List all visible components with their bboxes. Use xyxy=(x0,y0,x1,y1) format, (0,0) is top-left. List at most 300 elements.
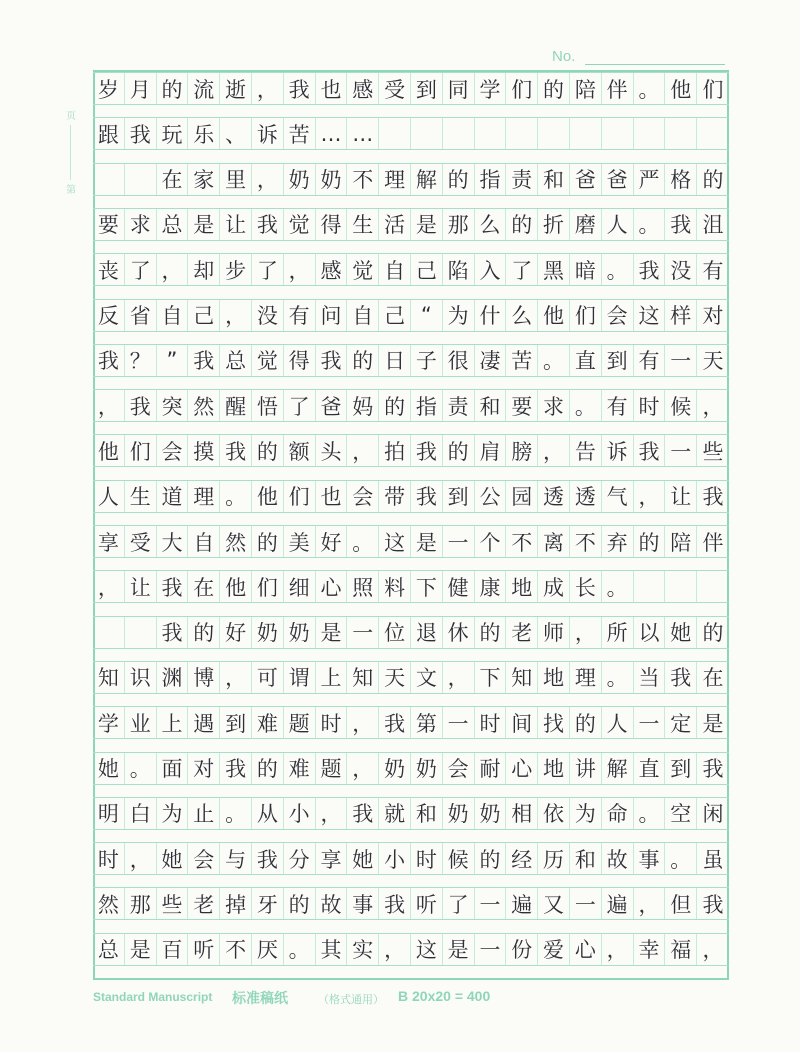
grid-cell: 我 xyxy=(252,843,284,874)
grid-cell: 己 xyxy=(411,254,443,285)
grid-cell xyxy=(665,571,697,602)
grid-cell: ， xyxy=(93,571,125,602)
grid-cell: 成 xyxy=(538,571,570,602)
grid-cell: 同 xyxy=(443,73,475,104)
grid-cell: 们 xyxy=(125,435,157,466)
grid-cell: 得 xyxy=(284,345,316,376)
grid-cell xyxy=(125,164,157,195)
grid-cell: 美 xyxy=(284,526,316,557)
grid-cell: 生 xyxy=(347,209,379,240)
grid-cell: 己 xyxy=(188,300,220,331)
grid-cell: 健 xyxy=(443,571,475,602)
grid-cell: 妈 xyxy=(347,390,379,421)
grid-cell: 没 xyxy=(665,254,697,285)
grid-cell: 。 xyxy=(220,481,252,512)
grid-cell: 她 xyxy=(347,843,379,874)
grid-cell: 福 xyxy=(665,934,697,965)
grid-cell: 们 xyxy=(570,300,602,331)
page-number-line xyxy=(585,64,725,65)
grid-cell xyxy=(697,118,729,149)
grid-cell: 厌 xyxy=(252,934,284,965)
grid-cell: 们 xyxy=(702,77,724,102)
grid-cell: 也 xyxy=(316,481,348,512)
grid-cell: 我 xyxy=(157,617,189,648)
grid-cell: 文 xyxy=(411,662,443,693)
grid-cell: 摸 xyxy=(188,435,220,466)
grid-cell: 我 xyxy=(411,435,443,466)
grid-cell: 老 xyxy=(188,888,220,919)
grid-cell: 伴 xyxy=(602,73,634,104)
grid-cell: 逝 xyxy=(220,73,252,104)
grid-cell: 享 xyxy=(316,843,348,874)
grid-cell: ， xyxy=(316,798,348,829)
grid-cell: 的 xyxy=(506,209,538,240)
grid-cell: 她 xyxy=(665,617,697,648)
grid-cell: 带 xyxy=(379,481,411,512)
grid-cell: 乐 xyxy=(188,118,220,149)
grid-cell: 这 xyxy=(411,934,443,965)
grid-cell: 依 xyxy=(538,798,570,829)
grid-cell: 总 xyxy=(220,345,252,376)
grid-cell: 爸 xyxy=(316,390,348,421)
grid-cell: 我 xyxy=(220,753,252,784)
grid-cell: 他 xyxy=(538,300,570,331)
grid-cell: 他 xyxy=(252,481,284,512)
grid-cell: 我 xyxy=(93,345,125,376)
grid-cell: 弃 xyxy=(602,526,634,557)
grid-cell: 学 xyxy=(475,73,507,104)
grid-cell: 我 xyxy=(347,798,379,829)
grid-cell: 是 xyxy=(316,617,348,648)
grid-cell: 要 xyxy=(93,209,125,240)
grid-cell: 故 xyxy=(316,888,348,919)
grid-cell: 谓 xyxy=(284,662,316,693)
grid-cell xyxy=(379,118,411,149)
grid-cell: 到 xyxy=(602,345,634,376)
grid-cell: 悟 xyxy=(252,390,284,421)
grid-cell: 。 xyxy=(220,798,252,829)
grid-cell: 一 xyxy=(665,435,697,466)
grid-cell: 事 xyxy=(634,843,666,874)
grid-cell: 时 xyxy=(411,843,443,874)
margin-page-mark: 页 xyxy=(66,111,76,122)
grid-cell: 了 xyxy=(284,390,316,421)
grid-cell: 指 xyxy=(411,390,443,421)
grid-cell: 一 xyxy=(443,526,475,557)
grid-cell: 位 xyxy=(379,617,411,648)
grid-cell: 业 xyxy=(125,707,157,738)
grid-cell xyxy=(665,118,697,149)
grid-cell: ， xyxy=(634,481,666,512)
grid-cell: 那 xyxy=(443,209,475,240)
grid-cell: 觉 xyxy=(252,345,284,376)
grid-cell: 一 xyxy=(570,888,602,919)
grid-cell: 是 xyxy=(411,209,443,240)
footer-brand-label: 标准稿纸 xyxy=(232,990,288,1006)
grid-cell: 细 xyxy=(284,571,316,602)
grid-cell: 知 xyxy=(347,662,379,693)
grid-cell: 在 xyxy=(157,164,189,195)
grid-cell: 上 xyxy=(316,662,348,693)
grid-cell: 理 xyxy=(188,481,220,512)
grid-cell: 爸 xyxy=(570,164,602,195)
grid-cell: 为 xyxy=(570,798,602,829)
grid-cell: 。 xyxy=(665,843,697,874)
grid-cell: 很 xyxy=(443,345,475,376)
grid-cell: 享 xyxy=(93,526,125,557)
grid-cell: 其 xyxy=(316,934,348,965)
grid-cell: 陪 xyxy=(570,73,602,104)
grid-cell: 指 xyxy=(475,164,507,195)
grid-cell: 然 xyxy=(188,390,220,421)
grid-cell: ， xyxy=(252,164,284,195)
grid-cell xyxy=(93,164,125,195)
margin-rule xyxy=(70,125,71,180)
grid-cell: 家 xyxy=(188,164,220,195)
grid-cell: 会 xyxy=(188,843,220,874)
grid-cell: 陪 xyxy=(665,526,697,557)
grid-cell: 。 xyxy=(602,662,634,693)
grid-cell: 奶 xyxy=(284,164,316,195)
grid-cell: 透 xyxy=(570,481,602,512)
grid-cell: 和 xyxy=(475,390,507,421)
grid-cell: 。 xyxy=(125,753,157,784)
grid-cell: 头 xyxy=(316,435,348,466)
grid-cell: 的 xyxy=(475,843,507,874)
grid-cell: 从 xyxy=(252,798,284,829)
grid-cell: 和 xyxy=(411,798,443,829)
grid-cell: 了 xyxy=(506,254,538,285)
grid-cell: 题 xyxy=(284,707,316,738)
grid-cell: ， xyxy=(347,435,379,466)
grid-cell: 受 xyxy=(379,73,411,104)
grid-cell: 天 xyxy=(379,662,411,693)
grid-cell: 自 xyxy=(347,300,379,331)
grid-cell: 那 xyxy=(125,888,157,919)
grid-cell: ， xyxy=(220,300,252,331)
grid-cell: 跟 xyxy=(93,118,125,149)
grid-cell: 了 xyxy=(252,254,284,285)
grid-cell xyxy=(634,118,666,149)
grid-cell: 陷 xyxy=(443,254,475,285)
grid-cell: 我 xyxy=(379,888,411,919)
grid-cell: 师 xyxy=(538,617,570,648)
grid-cell: 下 xyxy=(475,662,507,693)
manuscript-row xyxy=(93,887,729,920)
grid-cell: 。 xyxy=(347,526,379,557)
grid-cell: 在 xyxy=(188,571,220,602)
grid-cell: 。 xyxy=(570,390,602,421)
grid-cell: 我 xyxy=(665,209,697,240)
grid-cell: 相 xyxy=(506,798,538,829)
grid-cell: 爱 xyxy=(538,934,570,965)
grid-cell: 题 xyxy=(316,753,348,784)
grid-cell: 下 xyxy=(411,571,443,602)
grid-cell xyxy=(93,617,125,648)
grid-cell: 听 xyxy=(411,888,443,919)
grid-cell: 料 xyxy=(379,571,411,602)
grid-cell: 突 xyxy=(157,390,189,421)
grid-cell: 会 xyxy=(602,300,634,331)
grid-cell: 爸 xyxy=(602,164,634,195)
grid-cell: ， xyxy=(702,394,724,419)
grid-cell: 心 xyxy=(506,753,538,784)
grid-cell: ， xyxy=(93,390,125,421)
grid-cell: 心 xyxy=(570,934,602,965)
grid-cell: 候 xyxy=(443,843,475,874)
grid-cell: ” xyxy=(157,345,189,376)
grid-cell: 的 xyxy=(284,888,316,919)
grid-cell xyxy=(125,617,157,648)
grid-cell: 离 xyxy=(538,526,570,557)
grid-cell: 道 xyxy=(157,481,189,512)
grid-cell: 事 xyxy=(347,888,379,919)
grid-cell: ， xyxy=(634,888,666,919)
manuscript-row xyxy=(93,208,729,241)
grid-cell xyxy=(634,571,666,602)
manuscript-row xyxy=(93,933,729,966)
grid-cell: 心 xyxy=(316,571,348,602)
grid-cell: 格 xyxy=(665,164,697,195)
grid-cell: 会 xyxy=(157,435,189,466)
grid-cell xyxy=(443,118,475,149)
grid-cell: 让 xyxy=(220,209,252,240)
grid-cell: 有 xyxy=(702,258,724,283)
grid-cell: 止 xyxy=(188,798,220,829)
grid-cell xyxy=(411,118,443,149)
grid-cell: 定 xyxy=(665,707,697,738)
grid-cell: 拍 xyxy=(379,435,411,466)
manuscript-row xyxy=(93,480,729,513)
grid-cell xyxy=(697,571,729,602)
grid-cell: 但 xyxy=(665,888,697,919)
grid-cell: 不 xyxy=(570,526,602,557)
grid-cell: 遍 xyxy=(602,888,634,919)
grid-cell xyxy=(506,118,538,149)
manuscript-row xyxy=(93,570,729,603)
grid-cell: 奶 xyxy=(411,753,443,784)
grid-cell: 求 xyxy=(538,390,570,421)
grid-cell: 告 xyxy=(570,435,602,466)
grid-cell: 地 xyxy=(506,571,538,602)
grid-cell: 我 xyxy=(634,254,666,285)
grid-cell: 气 xyxy=(602,481,634,512)
grid-cell: 时 xyxy=(475,707,507,738)
grid-cell: 一 xyxy=(443,707,475,738)
grid-cell: 奶 xyxy=(475,798,507,829)
grid-cell: 到 xyxy=(443,481,475,512)
grid-cell: 博 xyxy=(188,662,220,693)
grid-cell: 和 xyxy=(570,843,602,874)
grid-cell: 的 xyxy=(252,526,284,557)
grid-cell: … xyxy=(347,118,379,149)
grid-cell: 所 xyxy=(602,617,634,648)
grid-cell: 然 xyxy=(93,888,125,919)
grid-cell: 休 xyxy=(443,617,475,648)
grid-cell: 不 xyxy=(506,526,538,557)
grid-cell: 在 xyxy=(702,666,724,691)
grid-cell: 我 xyxy=(188,345,220,376)
manuscript-row xyxy=(93,706,729,739)
grid-cell: 些 xyxy=(702,439,724,464)
grid-cell: 间 xyxy=(506,707,538,738)
grid-cell: 份 xyxy=(506,934,538,965)
manuscript-row xyxy=(93,661,729,694)
grid-cell: 她 xyxy=(93,753,125,784)
grid-cell xyxy=(475,118,507,149)
grid-cell: 的 xyxy=(347,345,379,376)
grid-cell: 他 xyxy=(665,73,697,104)
grid-cell: 觉 xyxy=(347,254,379,285)
grid-cell: ， xyxy=(125,843,157,874)
grid-cell: 得 xyxy=(316,209,348,240)
grid-cell: 经 xyxy=(506,843,538,874)
grid-cell: 当 xyxy=(634,662,666,693)
grid-cell xyxy=(602,118,634,149)
grid-cell: 我 xyxy=(316,345,348,376)
grid-cell: 讲 xyxy=(570,753,602,784)
grid-cell: 这 xyxy=(634,300,666,331)
grid-cell: 的 xyxy=(702,168,724,193)
grid-cell: 觉 xyxy=(284,209,316,240)
manuscript-row xyxy=(93,616,729,649)
manuscript-row xyxy=(93,72,729,105)
grid-cell: 老 xyxy=(506,617,538,648)
grid-cell: 们 xyxy=(506,73,538,104)
grid-cell: 日 xyxy=(379,345,411,376)
grid-cell: 一 xyxy=(634,707,666,738)
grid-cell: 公 xyxy=(475,481,507,512)
grid-cell: 好 xyxy=(316,526,348,557)
manuscript-row xyxy=(93,525,729,558)
grid-cell: 小 xyxy=(284,798,316,829)
grid-cell: 对 xyxy=(702,304,724,328)
grid-cell: 我 xyxy=(157,571,189,602)
grid-cell: 玩 xyxy=(157,118,189,149)
grid-cell: 也 xyxy=(316,73,348,104)
grid-cell: 总 xyxy=(157,209,189,240)
grid-cell: 么 xyxy=(475,209,507,240)
grid-cell: 遇 xyxy=(188,707,220,738)
grid-cell: 的 xyxy=(634,526,666,557)
grid-cell: 难 xyxy=(252,707,284,738)
grid-cell: 一 xyxy=(475,888,507,919)
grid-cell: 了 xyxy=(443,888,475,919)
grid-cell: 我 xyxy=(665,662,697,693)
grid-cell: 一 xyxy=(665,345,697,376)
grid-cell: 的 xyxy=(702,621,724,646)
footer-grid-spec: B 20x20 = 400 xyxy=(398,988,491,1004)
grid-cell: 磨 xyxy=(570,209,602,240)
grid-cell: 膀 xyxy=(506,435,538,466)
grid-cell: 子 xyxy=(411,345,443,376)
grid-cell: 可 xyxy=(252,662,284,693)
grid-cell: 的 xyxy=(188,617,220,648)
grid-cell: 理 xyxy=(379,164,411,195)
grid-cell: 我 xyxy=(411,481,443,512)
grid-cell: 肩 xyxy=(475,435,507,466)
grid-cell: ， xyxy=(570,617,602,648)
grid-cell: 的 xyxy=(379,390,411,421)
grid-cell: 入 xyxy=(475,254,507,285)
grid-cell: 有 xyxy=(284,300,316,331)
grid-cell: 退 xyxy=(411,617,443,648)
grid-cell: 学 xyxy=(93,707,125,738)
grid-cell: 却 xyxy=(188,254,220,285)
grid-cell: 到 xyxy=(411,73,443,104)
footer-standard-label: Standard Manuscript xyxy=(93,990,213,1004)
grid-cell: 要 xyxy=(506,390,538,421)
grid-cell: 我 xyxy=(125,390,157,421)
manuscript-row xyxy=(93,434,729,467)
grid-cell: 责 xyxy=(506,164,538,195)
grid-cell: 。 xyxy=(634,209,666,240)
grid-cell: 样 xyxy=(665,300,697,331)
grid-cell: 长 xyxy=(570,571,602,602)
grid-cell: ， xyxy=(379,934,411,965)
manuscript-row xyxy=(93,344,729,377)
manuscript-row xyxy=(93,797,729,830)
grid-cell: “ xyxy=(411,300,443,331)
grid-cell: 月 xyxy=(125,73,157,104)
grid-cell: 让 xyxy=(665,481,697,512)
grid-cell: … xyxy=(316,118,348,149)
grid-cell: 历 xyxy=(538,843,570,874)
grid-cell: 对 xyxy=(188,753,220,784)
grid-cell: 与 xyxy=(220,843,252,874)
grid-cell: ， xyxy=(702,938,724,963)
grid-cell: 自 xyxy=(379,254,411,285)
grid-cell: 奶 xyxy=(443,798,475,829)
grid-cell: 奶 xyxy=(316,164,348,195)
manuscript-row xyxy=(93,389,729,422)
grid-cell: 是 xyxy=(125,934,157,965)
grid-cell: 们 xyxy=(252,571,284,602)
grid-cell: 候 xyxy=(665,390,697,421)
grid-cell: 步 xyxy=(220,254,252,285)
grid-cell: 岁 xyxy=(93,73,125,104)
grid-cell: 的 xyxy=(443,164,475,195)
grid-cell: 园 xyxy=(506,481,538,512)
grid-cell: 渊 xyxy=(157,662,189,693)
grid-cell: 责 xyxy=(443,390,475,421)
grid-cell: 我 xyxy=(634,435,666,466)
grid-cell: 诉 xyxy=(602,435,634,466)
grid-cell: 、 xyxy=(220,118,252,149)
grid-cell: 就 xyxy=(379,798,411,829)
grid-cell: 好 xyxy=(220,617,252,648)
grid-cell: 省 xyxy=(125,300,157,331)
grid-cell: 知 xyxy=(93,662,125,693)
grid-cell: 时 xyxy=(93,843,125,874)
grid-cell: ， xyxy=(157,254,189,285)
manuscript-row xyxy=(93,299,729,332)
grid-cell: 和 xyxy=(538,164,570,195)
grid-cell: 直 xyxy=(570,345,602,376)
grid-cell: ， xyxy=(284,254,316,285)
grid-cell: 百 xyxy=(157,934,189,965)
grid-cell: 我 xyxy=(379,707,411,738)
grid-cell: 总 xyxy=(93,934,125,965)
grid-cell: 了 xyxy=(125,254,157,285)
grid-cell: 的 xyxy=(538,73,570,104)
grid-cell: 是 xyxy=(411,526,443,557)
grid-cell: 不 xyxy=(220,934,252,965)
grid-cell: 的 xyxy=(443,435,475,466)
grid-cell: 虽 xyxy=(702,847,724,872)
grid-cell: 。 xyxy=(602,571,634,602)
grid-cell: ， xyxy=(443,662,475,693)
